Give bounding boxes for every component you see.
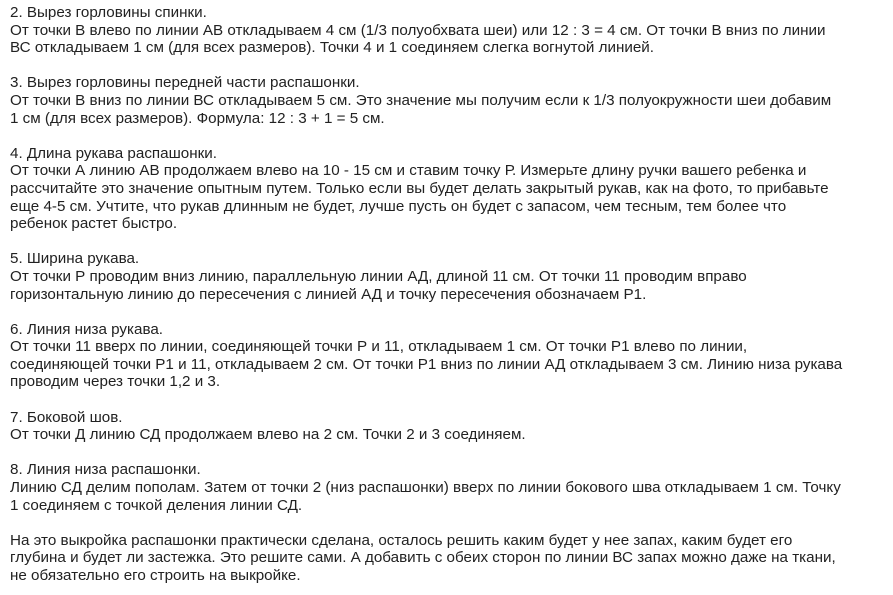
text-line: ребенок растет быстро. [10, 215, 178, 233]
text-line: рассчитайте это значение опытным путем. Только если вы будет делать закрытый рукав, как на фото, то прибавьте [10, 179, 829, 197]
text-line: От точки Р проводим вниз линию, параллельную линии АД, длиной 11 см. От точки 11 проводим вправо [10, 267, 747, 285]
text-line: ВС откладываем 1 см (для всех размеров). Точки 4 и 1 соединяем слегка вогнутой линией. [10, 39, 654, 57]
text-line: 1 соединяем с точкой деления линии СД. [10, 496, 303, 514]
section-heading: 2. Вырез горловины спинки. [10, 4, 207, 21]
section-hem-line [10, 461, 890, 514]
text-line: От точки В влево по линии АВ откладываем 4 см (1/3 полуобхвата шеи) или 12 : 3 = 4 см. От точки В вниз по линии [10, 21, 826, 39]
text-line: глубина и будет ли застежка. Это решите сами. А добавить с обеих сторон по линии ВС запах можно даже на ткани, [10, 549, 836, 567]
section-heading: 5. Ширина рукава. [10, 250, 140, 268]
section-side-seam [10, 409, 890, 444]
section-heading: 6. Линия низа рукава. [10, 320, 164, 338]
section-heading: 7. Боковой шов. [10, 408, 123, 426]
text-line: соединяющей точки Р1 и 11, откладываем 2 см. От точки Р1 вниз по линии АД откладываем 3 см. Линию низа рукава [10, 355, 843, 373]
text-line: 1 см (для всех размеров). Формула: 12 : 3 + 1 = 5 см. [10, 109, 385, 127]
text-line: еще 4-5 см. Учтите, что рукав длинным не будет, лучше пусть он будет с запасом, чем тесным, тем более что [10, 197, 787, 215]
section-sleeve-width [10, 250, 890, 303]
text-line: От точки Д линию СД продолжаем влево на 2 см. Точки 2 и 3 соединяем. [10, 426, 526, 444]
section-back-neckline [10, 4, 890, 57]
text-line: От точки 11 вверх по линии, соединяющей точки Р и 11, откладываем 1 см. От точки Р1 влево по линии, [10, 338, 748, 356]
text-line: Линию СД делим пополам. Затем от точки 2 (низ распашонки) вверх по линии бокового шва откладываем 1 см. Точку [10, 479, 841, 497]
text-line: не обязательно его строить на выкройке. [10, 567, 301, 584]
section-heading: 3. Вырез горловины передней части распашонки. [10, 74, 360, 92]
section-sleeve-length [10, 145, 890, 233]
document-body [10, 4, 890, 585]
section-heading: 8. Линия низа распашонки. [10, 461, 201, 479]
section-sleeve-bottom-line [10, 321, 890, 391]
text-line: От точки В вниз по линии ВС откладываем 5 см. Это значение мы получим если к 1/3 полуокружности шеи добавим [10, 91, 832, 109]
text-line: От точки А линию АВ продолжаем влево на 10 - 15 см и ставим точку Р. Измерьте длину ручки вашего ребенка и [10, 162, 807, 180]
text-line: проводим через точки 1,2 и 3. [10, 373, 221, 391]
section-front-neckline [10, 74, 890, 127]
text-line: горизонтальную линию до пересечения с линией АД и точку пересечения обозначаем Р1. [10, 285, 647, 303]
text-line: На это выкройка распашонки практически сделана, осталось решить каким будет у нее запах, каким будет его [10, 531, 793, 549]
section-conclusion [10, 532, 890, 585]
section-heading: 4. Длина рукава распашонки. [10, 144, 217, 162]
